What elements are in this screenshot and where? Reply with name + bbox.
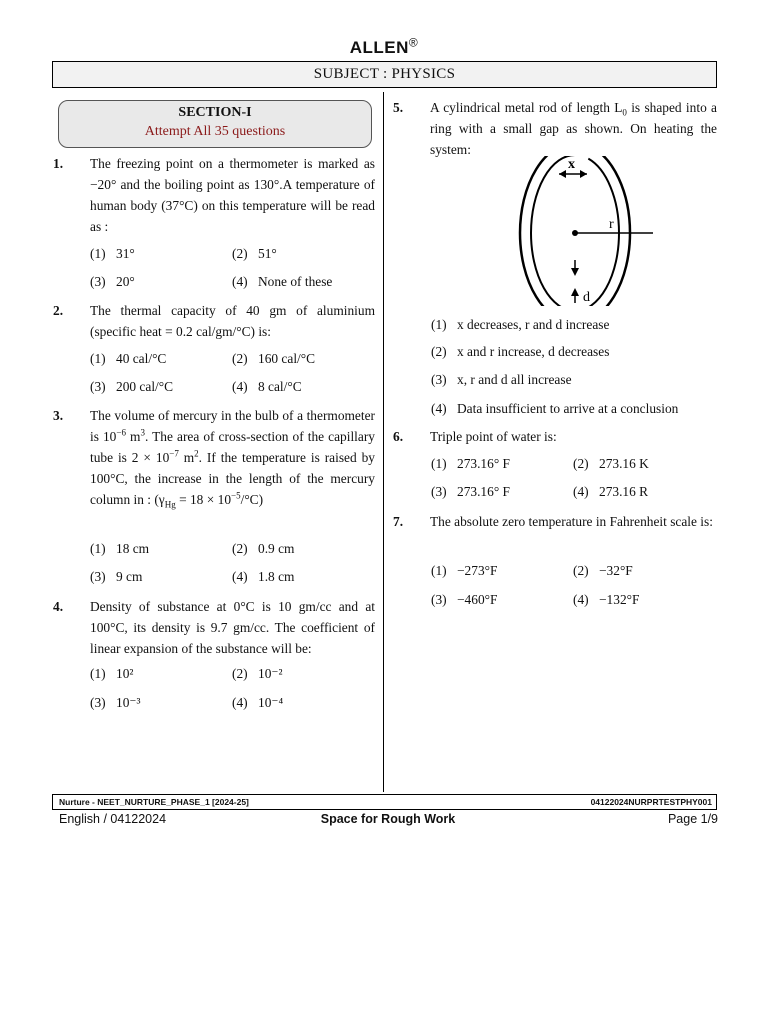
question-text: Density of substance at 0°C is 10 gm/cc and at 100°C, its density is 9.7 gm/cc. The coefficient of linear expansion of the substance will be:: [90, 599, 375, 656]
option-2: (2) 0.9 cm: [232, 541, 295, 556]
option-1: (1) 273.16° F: [431, 456, 510, 471]
question-number: 6.: [393, 429, 404, 444]
footer-rough-work: Space for Rough Work: [320, 812, 456, 826]
option-4: (4) 8 cal/°C: [232, 379, 302, 394]
section-subtitle: Attempt All 35 questions: [144, 124, 286, 139]
arrowhead-left: [559, 170, 566, 178]
option-3: (3) x, r and d all increase: [431, 372, 572, 387]
question-text: The absolute zero temperature in Fahrenheit scale is:: [430, 514, 713, 529]
question-text: A cylindrical metal rod of length $L_0$ is shaped into a ring with a small gap as shown. On heating the system:: [430, 100, 718, 157]
question-number: 2.: [53, 303, 64, 318]
question-text: The thermal capacity of 40 gm of aluminium (specific heat = 0.2 cal/gm/°C) is:: [90, 303, 375, 339]
option-1: (1) x decreases, r and d increase: [431, 317, 610, 332]
question-number: 7.: [393, 514, 404, 529]
label-r: r: [609, 217, 614, 232]
question-number: 4.: [53, 599, 64, 614]
option-4: (4) Data insufficient to arrive at a conclusion: [431, 401, 679, 416]
option-3: (3) 200 cal/°C: [90, 379, 174, 394]
option-1: (1) 18 cm: [90, 541, 150, 556]
footer-bar: [52, 794, 717, 810]
footer-course: Nurture - NEET_NURTURE_PHASE_1 [2024-25]: [59, 797, 249, 807]
option-1: (1) 10²: [90, 666, 134, 681]
question-number: 5.: [393, 100, 404, 115]
question-text: Triple point of water is:: [430, 429, 557, 444]
question-number: 1.: [53, 156, 64, 171]
brand-logo: ALLEN®: [349, 35, 419, 57]
d-arrowhead-bottom: [571, 288, 579, 296]
option-4: (4) 10⁻⁴: [232, 695, 284, 710]
option-4: (4) 273.16 R: [573, 484, 649, 499]
footer-code: 04122024NURPRTESTPHY001: [590, 797, 712, 807]
option-2: (2) −32°F: [573, 563, 633, 578]
option-3: (3) 10⁻³: [90, 695, 141, 710]
option-2: (2) 160 cal/°C: [232, 351, 316, 366]
section-title: SECTION-I: [178, 105, 252, 120]
column-divider: [383, 92, 384, 792]
ring-gap-figure: [475, 156, 675, 306]
option-4: (4) −132°F: [573, 592, 640, 607]
option-3: (3) 9 cm: [90, 569, 143, 584]
option-4: (4) None of these: [232, 274, 333, 289]
option-3: (3) 273.16° F: [431, 484, 510, 499]
footer-language: English / 04122024: [59, 812, 167, 826]
option-1: (1) −273°F: [431, 563, 498, 578]
option-2: (2) x and r increase, d decreases: [431, 344, 610, 359]
d-arrowhead-top: [571, 268, 579, 276]
option-2: (2) 10⁻²: [232, 666, 283, 681]
label-x: x: [568, 157, 575, 172]
arrowhead-right: [580, 170, 587, 178]
label-d: d: [583, 290, 590, 305]
question-number: 3.: [53, 408, 64, 423]
subject-bar: SUBJECT : PHYSICS: [52, 61, 717, 88]
option-1: (1) 40 cal/°C: [90, 351, 167, 366]
option-3: (3) −460°F: [431, 592, 498, 607]
option-3: (3) 20°: [90, 274, 135, 289]
option-2: (2) 273.16 K: [573, 456, 649, 471]
option-2: (2) 51°: [232, 246, 277, 261]
question-text: The volume of mercury in the bulb of a thermometer is $10^{-6}$ $m^3$. The area of cross-section of the capillary tube is $2 \times 10^{-7}$ $m^2$. If the temperature is raised by 100°C, the increase in the length of the mercury column in : $(\gamma_{Hg} = 18 \times 10^{-5}/^\circ C)$: [90, 408, 376, 510]
option-1: (1) 31°: [90, 246, 135, 261]
question-text: The freezing point on a thermometer is marked as −20° and the boiling point as 130°.A temperature of human body (37°C) on this temperature will be read as :: [90, 156, 375, 234]
footer-page: Page 1/9: [667, 812, 718, 826]
section-box: [58, 100, 372, 148]
option-4: (4) 1.8 cm: [232, 569, 295, 584]
